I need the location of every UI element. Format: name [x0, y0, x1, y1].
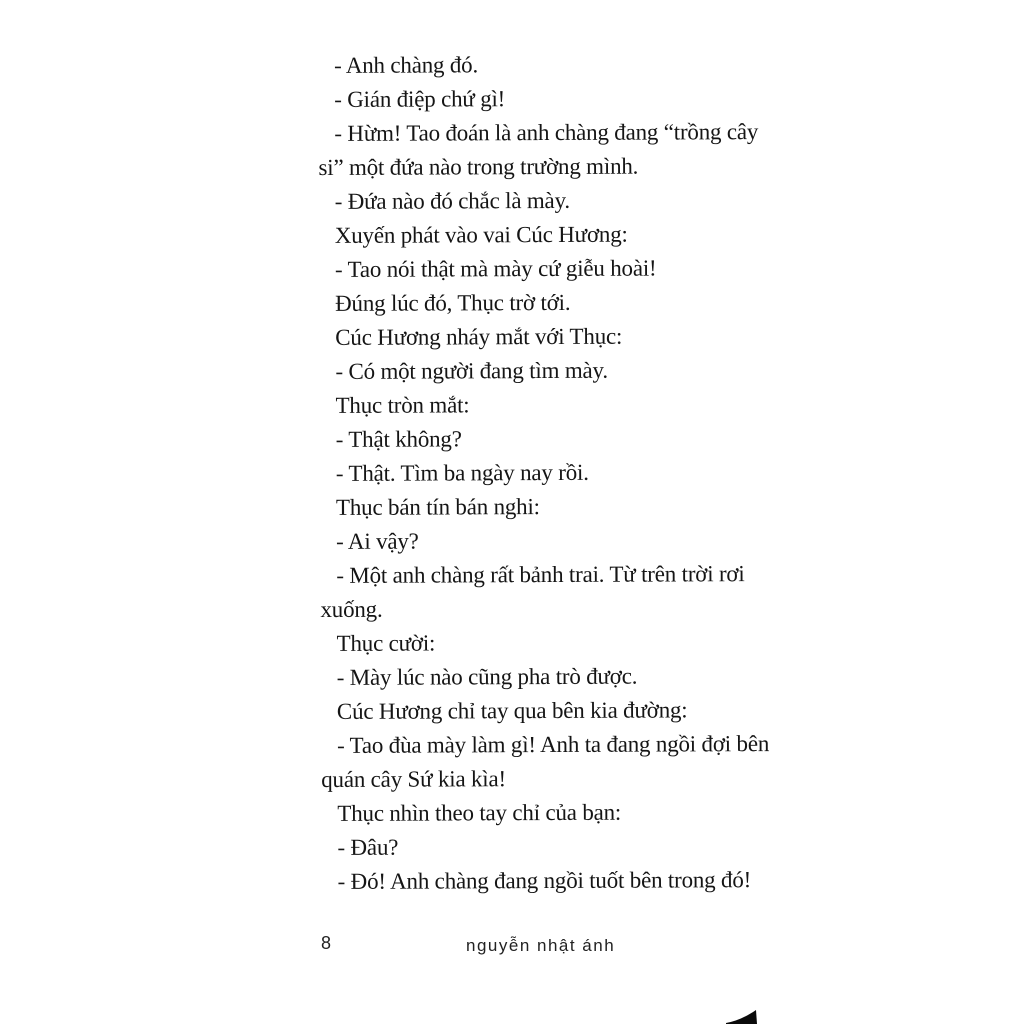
- text-line: - Mày lúc nào cũng pha trò được.: [336, 663, 638, 690]
- text-line: Thục bán tín bán nghi:: [335, 494, 540, 520]
- text-line: Thục cười:: [336, 630, 436, 656]
- author-name: nguyễn nhật ánh: [466, 936, 616, 955]
- text-line: - Gián điệp chứ gì!: [334, 86, 506, 112]
- text-line: - Đứa nào đó chắc là mày.: [334, 187, 570, 214]
- text-line: Cúc Hương nháy mắt với Thục:: [335, 323, 623, 350]
- text-line: - Đâu?: [337, 834, 399, 860]
- text-line: Thục tròn mắt:: [335, 392, 470, 418]
- text-line: - Anh chàng đó.: [334, 52, 479, 78]
- text-line: - Ai vậy?: [336, 528, 419, 554]
- text-line: Đúng lúc đó, Thục trờ tới.: [335, 289, 571, 316]
- text-line: - Đó! Anh chàng đang ngồi tuốt bên trong đó!: [337, 867, 752, 894]
- text-line: Cúc Hương chỉ tay qua bên kia đường:: [336, 697, 688, 724]
- text-line: xuống.: [320, 596, 383, 622]
- text-line: - Tao đùa mày làm gì! Anh ta đang ngồi đợi bên: [336, 731, 770, 758]
- text-block: [318, 47, 782, 899]
- text-line: quán cây Sứ kia kìa!: [321, 766, 506, 792]
- text-line: - Tao nói thật mà mày cứ giễu hoài!: [334, 255, 657, 282]
- corner-swoosh-mark: [726, 1010, 757, 1024]
- page-number: 8: [321, 933, 332, 953]
- text-line: - Thật không?: [335, 426, 462, 452]
- text-line: - Có một người đang tìm mày.: [335, 357, 608, 384]
- text-line: - Một anh chàng rất bảnh trai. Từ trên trời rơi: [336, 561, 745, 588]
- text-line: si” một đứa nào trong trường mình.: [318, 153, 639, 180]
- text-line: - Thật. Tìm ba ngày nay rồi.: [335, 459, 589, 486]
- text-line: - Hừm! Tao đoán là anh chàng đang “trồng cây: [334, 119, 759, 146]
- text-line: Thục nhìn theo tay chỉ của bạn:: [337, 799, 622, 826]
- text-line: Xuyến phát vào vai Cúc Hương:: [334, 221, 628, 248]
